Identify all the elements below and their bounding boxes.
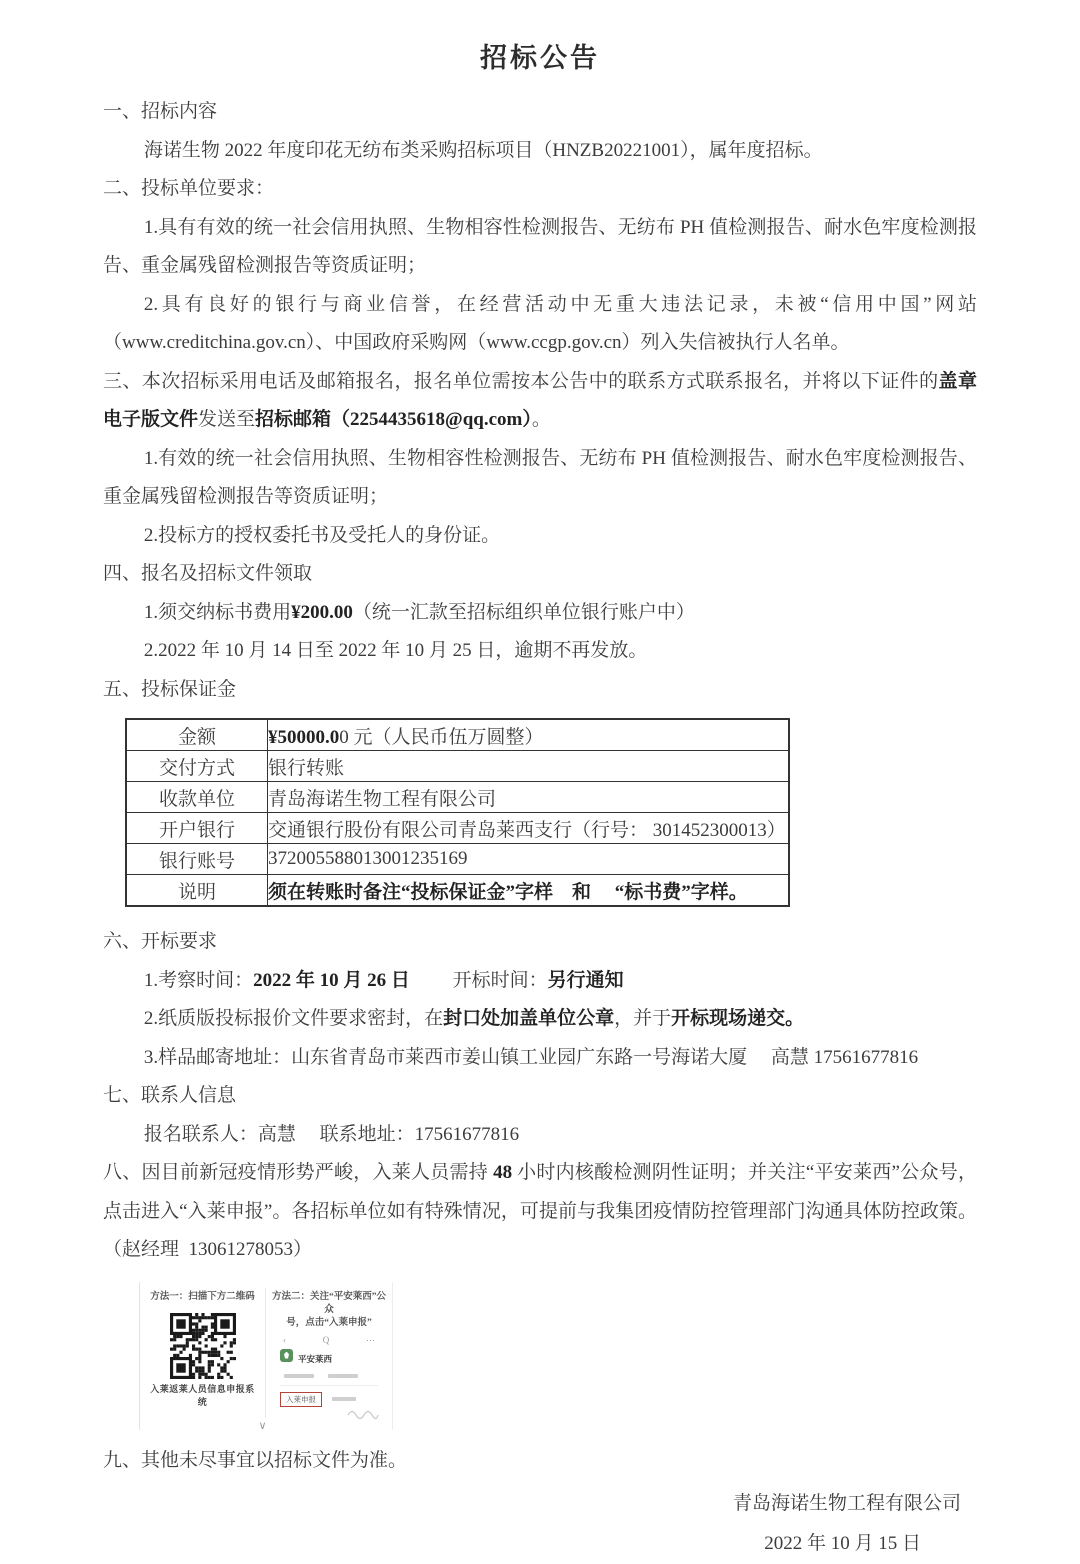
signature-block <box>103 1484 977 1564</box>
action-placeholder <box>328 1374 358 1378</box>
text: ，并于 <box>614 1008 672 1029</box>
text: 小时内核酸检测阴性证明；并关注“平安莱西”公众号，点击进入“入莱申报”。各招标单位如有特殊情况，可提前与我集团疫情防控管理部门沟通具体防控政策。（赵经理 13061278053） <box>103 1162 977 1260</box>
signature-date: 2022 年 10 月 15 日 <box>764 1533 921 1554</box>
scribble-mark <box>346 1409 380 1418</box>
text: 1.有效的统一社会信用执照、生物相容性检测报告、无纺布 PH 值检测报告、耐水色牢度检测报告、重金属残留检测报告等资质证明； <box>103 447 977 507</box>
wechat-account-mockup <box>278 1335 380 1418</box>
table-value-cell <box>268 751 790 782</box>
section-3-item-1 <box>103 440 977 517</box>
figure-method1-title: 方法一：扫描下方二维码 <box>150 1291 255 1302</box>
bid-bond-table <box>125 718 790 907</box>
text: 2.纸质版投标报价文件要求密封，在 <box>143 1008 444 1029</box>
section-7-contact <box>103 1116 977 1155</box>
text: 报名联系人：高慧 联系地址：17561677816 <box>143 1123 520 1145</box>
bold-text: 封口处加盖单位公章 <box>443 1008 615 1029</box>
bold-text: 招标邮箱（2254435618@qq.com） <box>255 409 532 430</box>
section-1-heading <box>103 93 977 132</box>
section-4-heading <box>103 555 977 594</box>
action-placeholder <box>284 1374 314 1378</box>
search-icon: Q <box>322 1334 330 1345</box>
figure-method1-pane <box>140 1288 266 1418</box>
account-row <box>280 1349 378 1367</box>
table-label-cell: 金额 <box>126 719 268 751</box>
text: 一、招标内容 <box>103 101 218 122</box>
table-value-cell <box>268 813 790 844</box>
text: 1.须交纳标书费用 <box>143 601 292 623</box>
figure-method2-title-line1: 方法二：关注“平安莱西”公众 <box>271 1291 386 1315</box>
section-2-item-1 <box>103 209 977 286</box>
bold-text: ¥50000.0 <box>268 726 340 748</box>
text: 四、报名及招标文件领取 <box>103 563 313 584</box>
section-6-heading <box>103 923 977 962</box>
text: 九、其他未尽事宜以招标文件为准。 <box>103 1449 408 1471</box>
table-value-cell <box>268 719 790 751</box>
section-4-item-1 <box>103 594 977 633</box>
more-icon: ⋯ <box>366 1334 375 1345</box>
table-row <box>126 782 789 813</box>
entry-report-button: 入莱申报 <box>280 1392 322 1407</box>
chevron-down-icon: ∨ <box>258 1419 267 1432</box>
section-2-heading <box>103 170 977 209</box>
signature-company: 青岛海诺生物工程有限公司 <box>732 1493 961 1514</box>
text: 1.考察时间： <box>143 969 254 991</box>
section-3-paragraph <box>103 363 977 440</box>
text: 3.样品邮寄地址：山东省青岛市莱西市姜山镇工业园广东路一号海诺大厦 高慧 17561677816 <box>143 1046 919 1068</box>
table-row <box>126 719 789 751</box>
section-9-paragraph <box>103 1442 977 1481</box>
text: 三、本次招标采用电话及邮箱报名，报名单位需按本公告中的联系方式联系报名，并将以下证件的 <box>103 370 939 392</box>
table-label-cell: 收款单位 <box>126 782 268 813</box>
qr-code-image <box>170 1313 236 1379</box>
text: 发送至 <box>198 409 256 430</box>
text: 银行转账 <box>268 757 345 779</box>
back-icon: ‹ <box>283 1334 286 1345</box>
text: 2.具有良好的银行与商业信誉，在经营活动中无重大违法记录，未被“信用中国”网站（www.creditchina.gov.cn）、中国政府采购网（www.ccgp.gov.cn）列入失信被执行人名单。 <box>103 293 977 353</box>
text: 八、因目前新冠疫情形势严峻，入莱人员需持 <box>103 1162 494 1183</box>
section-8-paragraph <box>103 1154 977 1270</box>
text: 六、开标要求 <box>103 931 218 952</box>
account-logo <box>280 1349 293 1362</box>
menu-placeholder <box>332 1397 356 1401</box>
text: 七、联系人信息 <box>103 1085 237 1106</box>
bold-text: 48 <box>493 1162 513 1183</box>
phone-nav-bar <box>278 1335 380 1345</box>
document-body <box>103 93 977 1564</box>
text: 372005588013001235169 <box>268 848 468 869</box>
bold-text: 2022 年 10 月 26 日 <box>253 969 410 991</box>
section-4-item-2 <box>103 632 977 671</box>
section-7-heading <box>103 1077 977 1116</box>
figure-method2-pane <box>266 1288 392 1418</box>
table-row <box>126 751 789 782</box>
qr-caption: 入莱返莱人员信息申报系统 <box>150 1383 255 1407</box>
section-6-item-3 <box>103 1039 977 1078</box>
text: 青岛海诺生物工程有限公司 <box>268 788 497 810</box>
text: 2.投标方的授权委托书及受托人的身份证。 <box>143 524 501 546</box>
bold-text: 盖章电子版文件 <box>103 370 977 430</box>
text: 海诺生物 2022 年度印花无纺布类采购招标项目（HNZB20221001），属年度招标。 <box>143 139 823 161</box>
text: 交通银行股份有限公司青岛莱西支行（行号： 301452300013） <box>268 819 786 841</box>
table-value-cell <box>268 875 790 907</box>
table-row <box>126 875 789 907</box>
text: （统一汇款至招标组织单位银行账户中） <box>352 601 695 623</box>
account-menu-row <box>280 1385 378 1407</box>
bold-text: 须在转账时备注“投标保证金”字样 和 “标书费”字样。 <box>268 881 748 903</box>
text: 2.2022 年 10 月 14 日至 2022 年 10 月 25 日，逾期不再发放。 <box>143 640 648 661</box>
entry-declaration-figure <box>139 1282 393 1430</box>
table-row <box>126 844 789 875</box>
table-label-cell: 银行账号 <box>126 844 268 875</box>
bold-text: ¥200.00 <box>291 601 353 623</box>
section-1-body <box>103 132 977 171</box>
section-2-item-2 <box>103 286 977 363</box>
table-row <box>126 813 789 844</box>
bold-text: 另行通知 <box>547 969 624 991</box>
section-6-item-2 <box>103 1000 977 1039</box>
text: 二、投标单位要求： <box>103 178 275 199</box>
text: 1.具有有效的统一社会信用执照、生物相容性检测报告、无纺布 PH 值检测报告、耐水色牢度检测报告、重金属残留检测报告等资质证明； <box>103 216 977 276</box>
account-name: 平安莱西 <box>298 1353 333 1364</box>
bold-text: 开标现场递交。 <box>671 1008 805 1029</box>
page-title: 招标公告 <box>480 43 600 73</box>
text: 开标时间： <box>409 969 548 991</box>
account-actions-row <box>284 1374 374 1378</box>
section-5-heading <box>103 671 977 710</box>
table-value-cell <box>268 844 790 875</box>
text: 0 元（人民币伍万圆整） <box>339 726 544 748</box>
figure-method2-title-line2: 号，点击“入莱申报” <box>286 1317 372 1328</box>
section-3-item-2 <box>103 517 977 556</box>
table-label-cell: 说明 <box>126 875 268 907</box>
table-label-cell: 开户银行 <box>126 813 268 844</box>
text: 五、投标保证金 <box>103 678 237 700</box>
table-label-cell: 交付方式 <box>126 751 268 782</box>
section-6-item-1 <box>103 962 977 1001</box>
table-value-cell <box>268 782 790 813</box>
text: 。 <box>531 409 551 430</box>
